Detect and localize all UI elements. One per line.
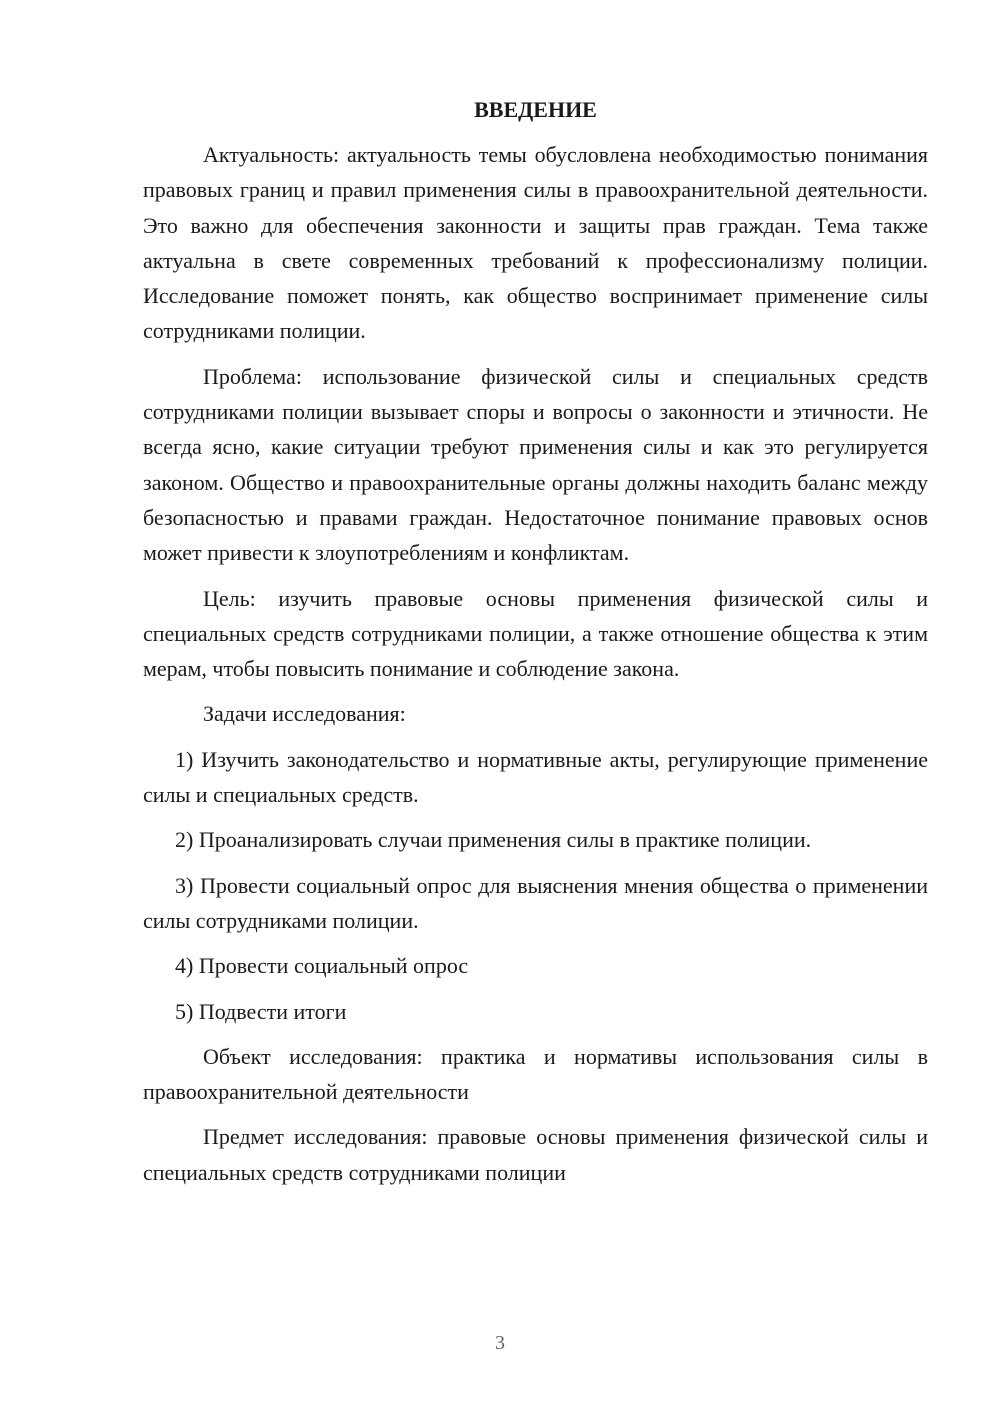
paragraph-goal: Цель: изучить правовые основы применения физической силы и специальных средств сотрудниками полиции, а также отношение общества к этим мерам, чтобы повысить понимание и соблюдение закона. (143, 585, 928, 682)
task-item-3: 3) Провести социальный опрос для выяснения мнения общества о применении силы сотрудниками полиции. (143, 872, 928, 933)
task-item-4: 4) Провести социальный опрос (175, 953, 469, 979)
page-number: 3 (495, 1332, 505, 1354)
document-page (143, 92, 928, 1200)
task-item-2: 2) Проанализировать случаи применения силы в практике полиции. (175, 827, 812, 853)
paragraph-subject: Предмет исследования: правовые основы применения физической силы и специальных средств сотрудниками полиции (143, 1124, 928, 1185)
paragraph-object: Объект исследования: практика и нормативы использования силы в правоохранительной деятельности (143, 1043, 928, 1105)
task-item-5: 5) Подвести итоги (175, 998, 347, 1024)
paragraph-relevance: Актуальность: актуальность темы обусловлена необходимостью понимания правовых границ и правил применения силы в правоохранительной деятельности. Это важно для обеспечения законности и защиты прав граждан. Тема также актуальна в свете современных требований к профессионализму полиции. Исследование поможет понять, как общество воспринимает применение силы сотрудниками полиции. (143, 142, 928, 344)
task-item-1: 1) Изучить законодательство и нормативные акты, регулирующие применение силы и специальных средств. (143, 746, 928, 808)
section-heading: ВВЕДЕНИЕ (474, 97, 597, 122)
paragraph-problem: Проблема: использование физической силы и специальных средств сотрудниками полиции вызывает споры и вопросы о законности и этичности. Не всегда ясно, какие ситуации требуют применения силы и как это регулируется законом. Общество и правоохранительные органы должны находить баланс между безопасностью и правами граждан. Недостаточное понимание правовых основ может привести к злоупотреблениям и конфликтам. (143, 363, 928, 566)
paragraph-tasks-intro: Задачи исследования: (203, 701, 406, 727)
